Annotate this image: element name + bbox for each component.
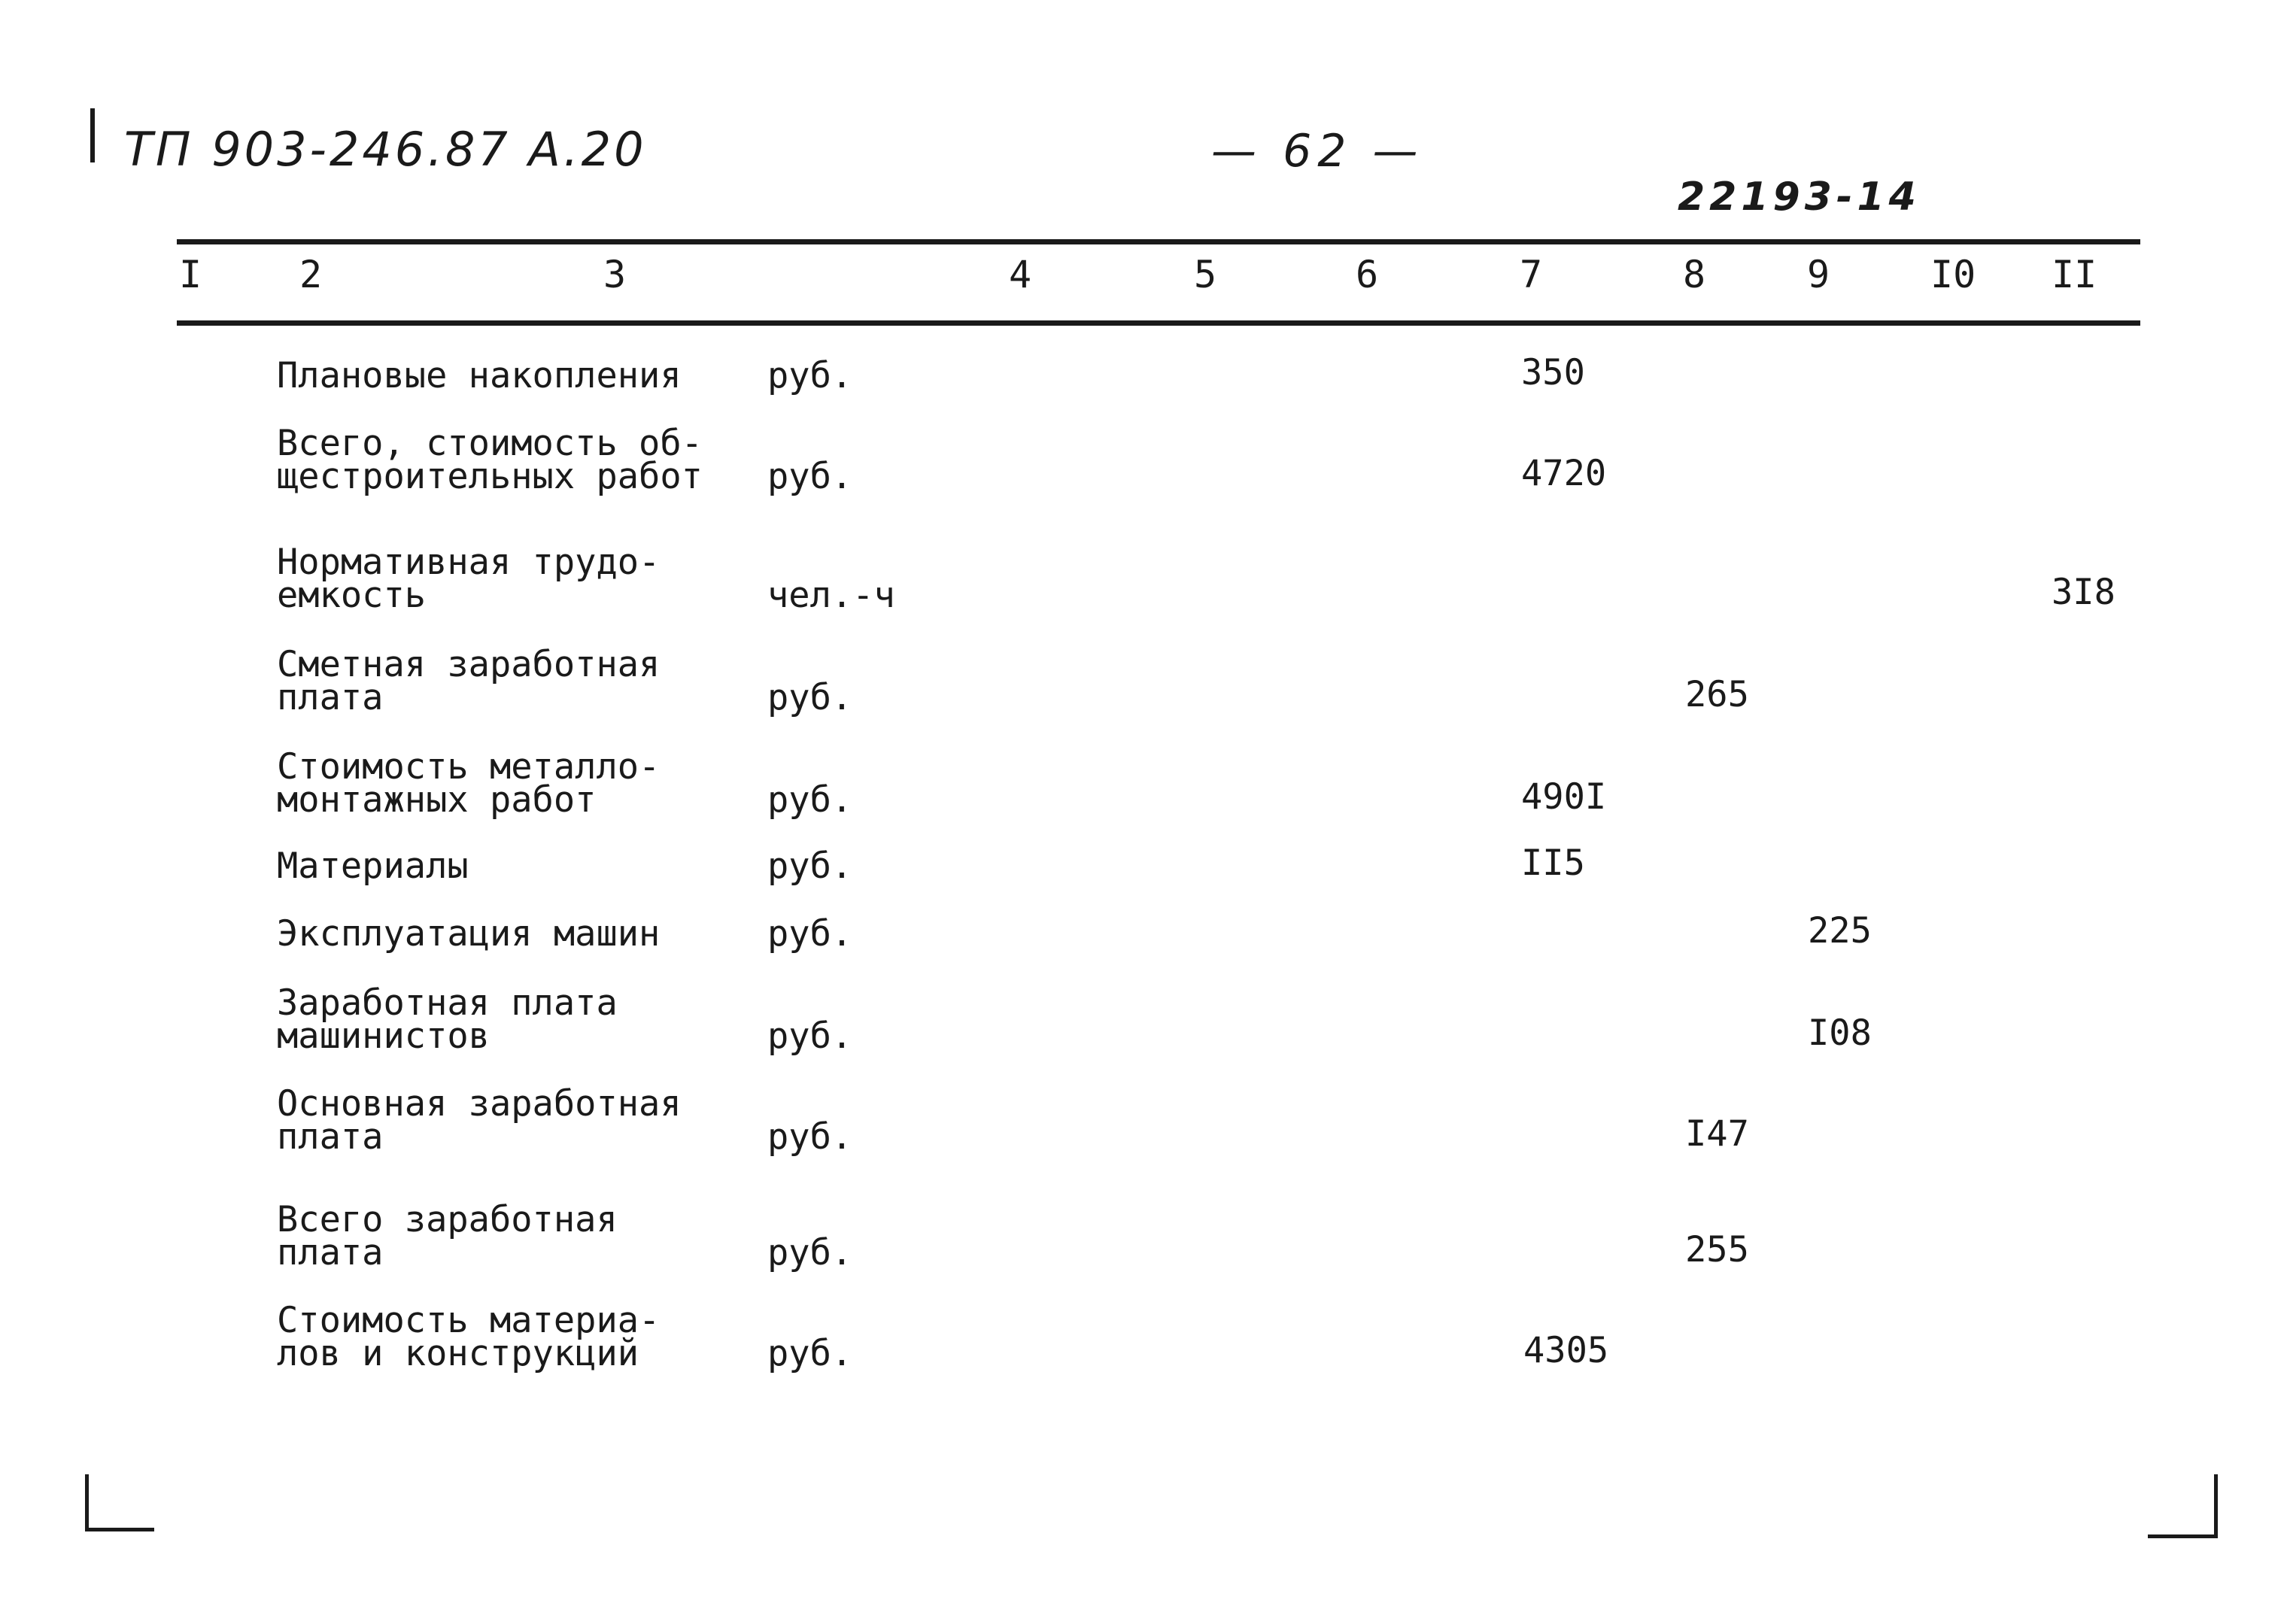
row-label: Основная заработная плата xyxy=(277,1083,682,1158)
row-value: II5 xyxy=(1521,842,1585,884)
corner-mark-right xyxy=(2148,1534,2218,1538)
row-label: Материалы xyxy=(277,845,469,887)
row-unit: руб. xyxy=(767,1232,853,1273)
row-unit: руб. xyxy=(767,1116,853,1158)
column-number: 7 xyxy=(1520,253,1543,296)
row-value: 3I8 xyxy=(2052,572,2115,613)
row-label: Стоимость металло- монтажных работ xyxy=(277,746,661,821)
column-number: 3 xyxy=(603,253,627,296)
column-number: 8 xyxy=(1683,253,1706,296)
row-unit: руб. xyxy=(767,779,853,821)
table-top-rule xyxy=(177,239,2140,244)
row-value: I08 xyxy=(1808,1012,1872,1054)
row-unit: руб. xyxy=(767,677,853,718)
row-unit: руб. xyxy=(767,456,853,497)
row-value: 265 xyxy=(1685,674,1749,715)
row-label: Всего, стоимость об- щестроительных работ xyxy=(277,423,703,497)
sheet-code: 22193-14 xyxy=(1678,175,1921,220)
row-label: Плановые накопления xyxy=(277,355,682,396)
row-value: 490I xyxy=(1521,776,1607,818)
row-value: I47 xyxy=(1685,1113,1749,1155)
row-unit: руб. xyxy=(767,1333,853,1374)
table-header-rule xyxy=(177,320,2140,326)
corner-mark-left xyxy=(85,1474,89,1531)
column-number: 9 xyxy=(1807,253,1830,296)
row-value: 225 xyxy=(1808,910,1872,952)
row-unit: чел.-ч xyxy=(767,575,895,616)
column-number: 2 xyxy=(299,253,323,296)
row-label: Нормативная трудо- емкость xyxy=(277,542,661,616)
column-number: 5 xyxy=(1194,253,1217,296)
page-number: — 62 — xyxy=(1211,125,1424,178)
row-unit: руб. xyxy=(767,913,853,955)
column-number: 4 xyxy=(1009,253,1032,296)
column-number: II xyxy=(2052,253,2097,296)
margin-tick xyxy=(90,108,95,162)
row-value: 350 xyxy=(1521,352,1585,393)
row-unit: руб. xyxy=(767,1015,853,1057)
row-label: Эксплуатация машин xyxy=(277,913,661,955)
row-label: Стоимость материа- лов и конструкций xyxy=(277,1300,661,1374)
column-number: I0 xyxy=(1930,253,1976,296)
row-value: 255 xyxy=(1685,1229,1749,1270)
row-value: 4720 xyxy=(1521,453,1607,494)
row-unit: руб. xyxy=(767,355,853,396)
row-value: 4305 xyxy=(1523,1330,1609,1371)
row-label: Заработная плата машинистов xyxy=(277,982,618,1057)
corner-mark-right xyxy=(2214,1474,2218,1538)
row-unit: руб. xyxy=(767,845,853,887)
column-number: 6 xyxy=(1356,253,1379,296)
row-label: Сметная заработная плата xyxy=(277,644,661,718)
column-number: I xyxy=(179,253,202,296)
document-code: ТП 903-246.87 А.20 xyxy=(124,122,647,177)
corner-mark-left xyxy=(85,1528,154,1531)
row-label: Всего заработная плата xyxy=(277,1199,618,1273)
